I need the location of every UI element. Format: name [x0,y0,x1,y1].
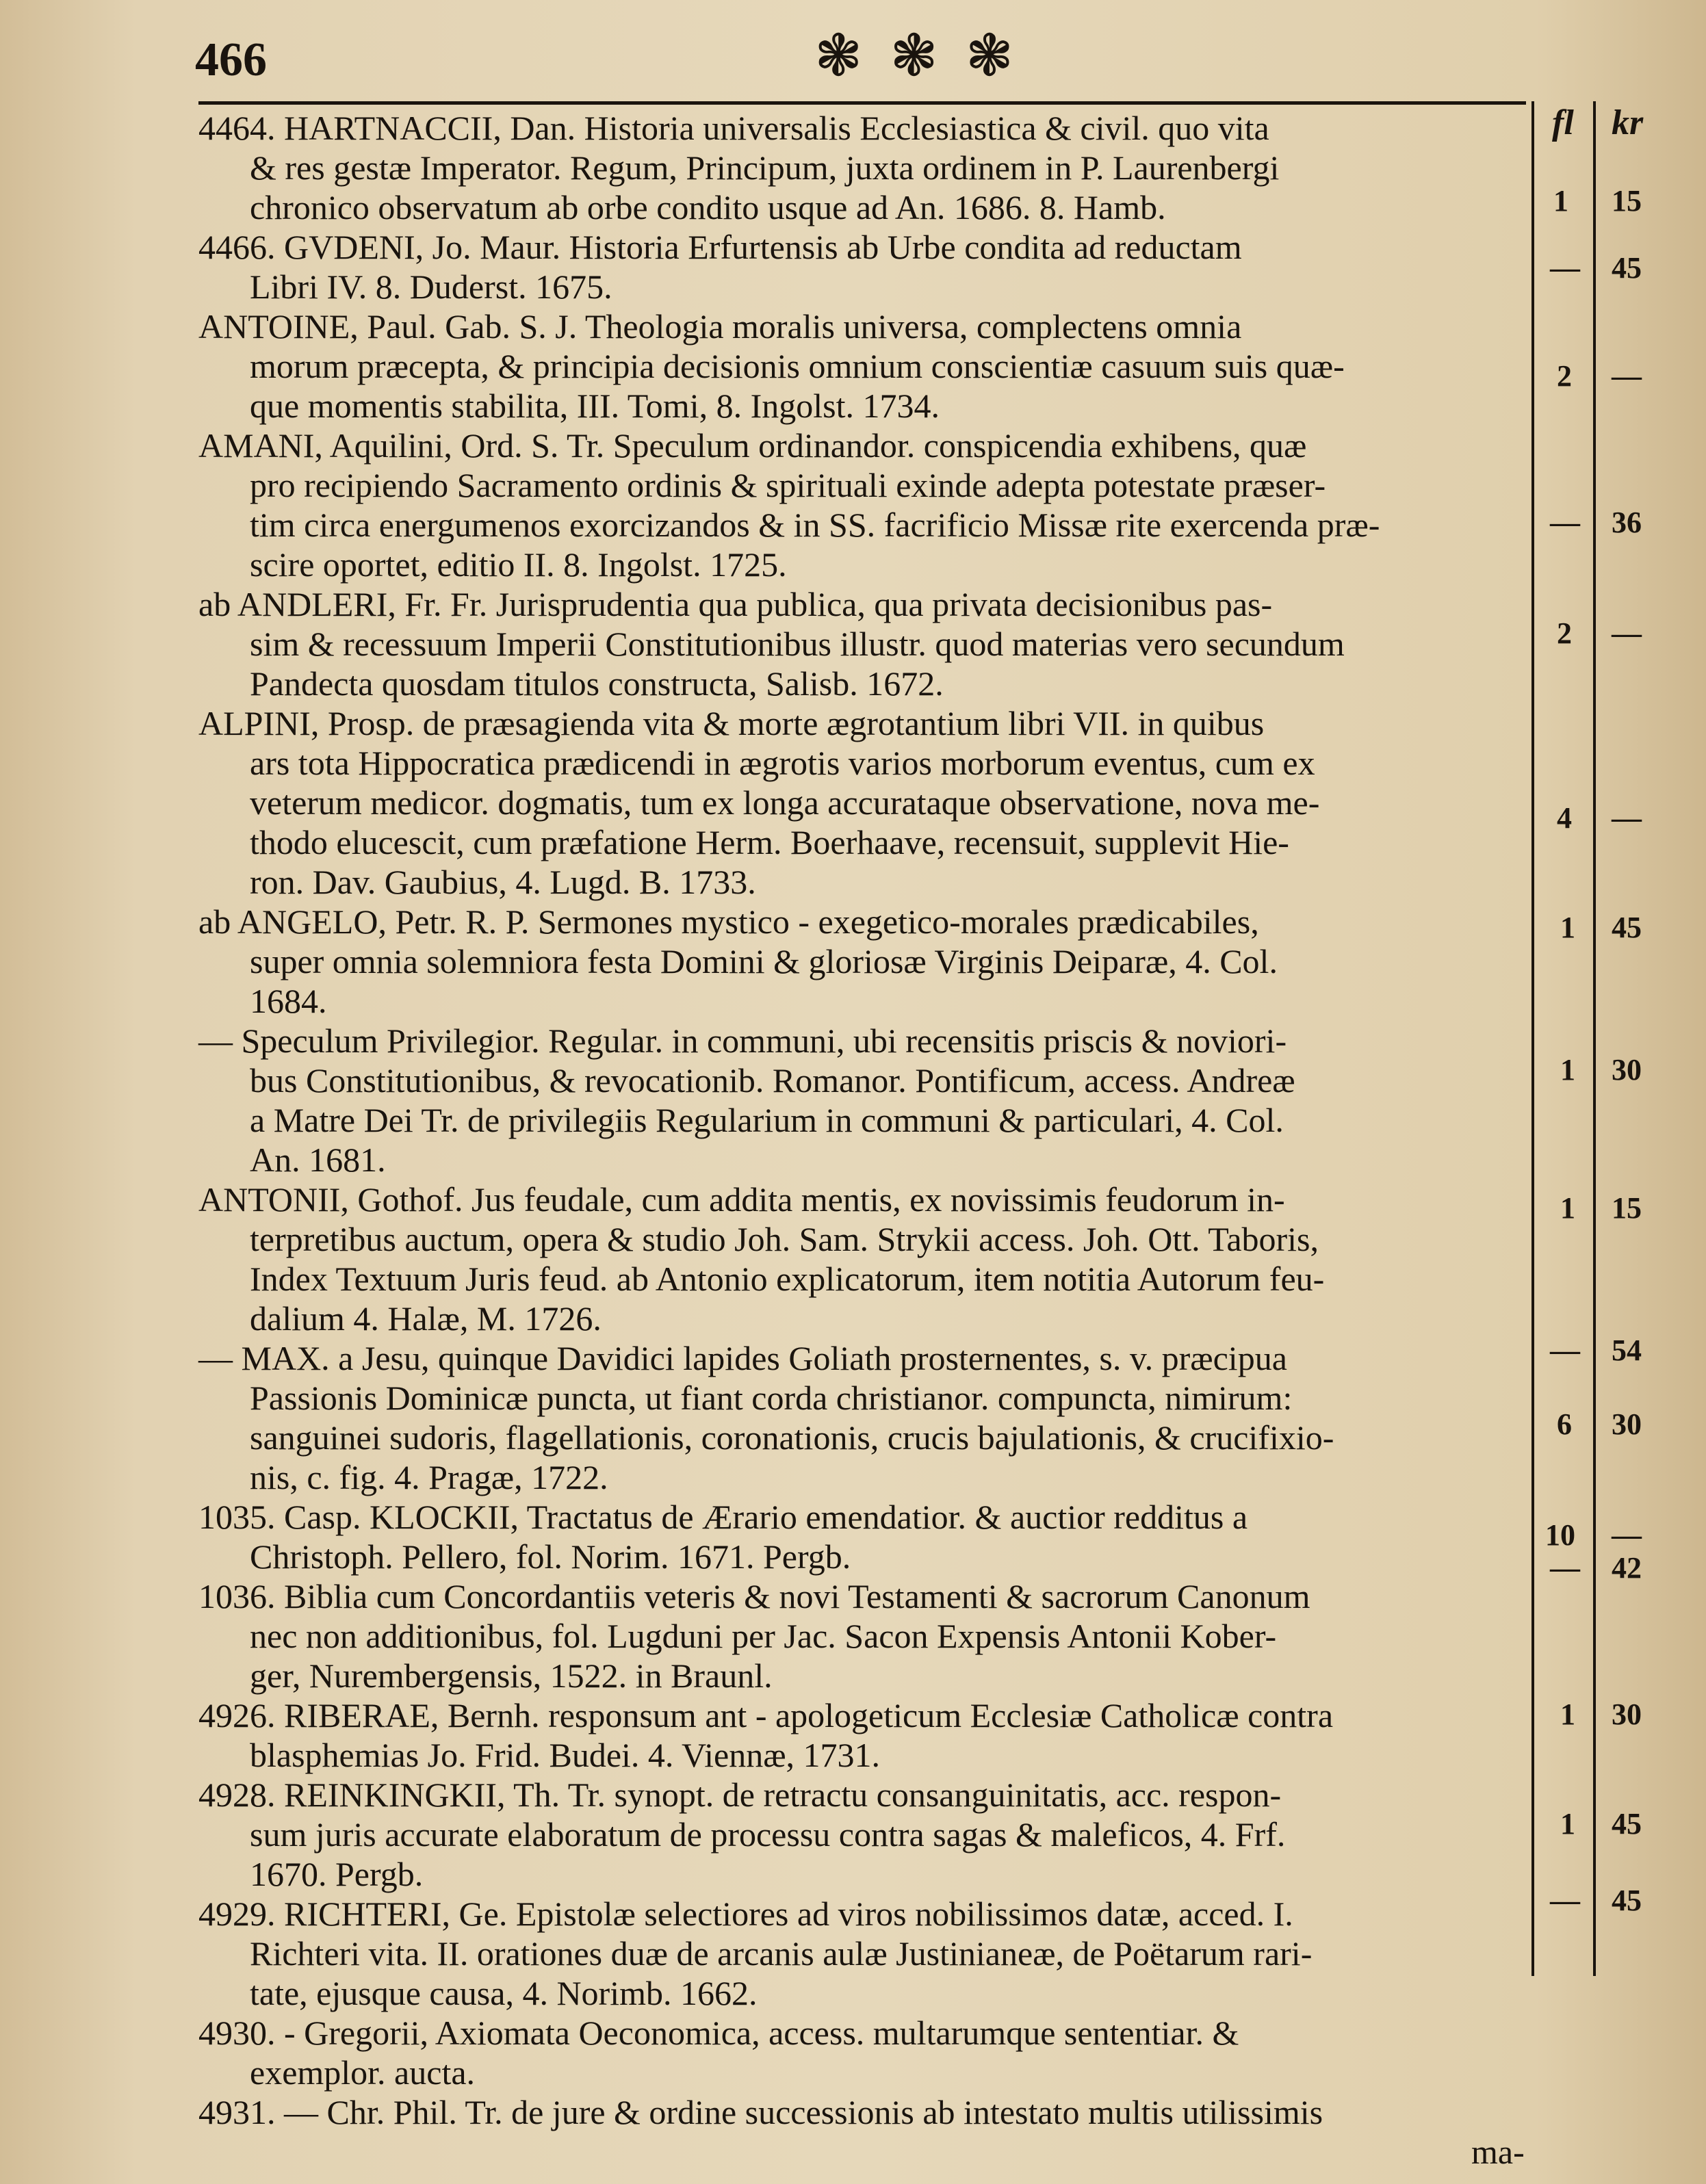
entry-line: sanguinei sudoris, flagellationis, coronationis, crucis bajulationis, & crucifixio- [250,1418,1334,1457]
entry-line: An. 1681. [250,1141,386,1179]
price-kr: — [1612,1518,1642,1552]
entry-line: 4928. REINKINGKII, Th. Tr. synopt. de retractu consanguinitatis, acc. respon- [198,1776,1282,1814]
entry-line: ALPINI, Prosp. de præsagienda vita & morte ægrotantium libri VII. in quibus [198,704,1265,742]
entry-line: Christoph. Pellero, fol. Norim. 1671. Pergb. [250,1537,851,1576]
price-fl: 10 [1545,1518,1575,1552]
price-fl: 1 [1560,911,1575,944]
price-fl: 2 [1557,359,1572,393]
entry-line: terpretibus auctum, opera & studio Joh. Sam. Strykii access. Joh. Ott. Taboris, [250,1220,1319,1258]
column-header-fl: fl [1552,103,1574,142]
price-kr: 45 [1612,911,1642,944]
entry-line: pro recipiendo Sacramento ordinis & spirituali exinde adepta potestate præser- [250,466,1326,504]
entry-line: blasphemias Jo. Frid. Budei. 4. Viennæ, 1731. [250,1736,881,1774]
price-fl: 1 [1560,1807,1575,1841]
entry-line: ANTOINE, Paul. Gab. S. J. Theologia moralis universa, complectens omnia [198,307,1242,346]
price-kr: 45 [1612,1884,1642,1917]
entry-line: tim circa energumenos exorcizandos & in SS. facrificio Missæ rite exercenda præ- [250,506,1380,544]
entry-line: chronico observatum ab orbe condito usque ad An. 1686. 8. Hamb. [250,188,1166,226]
price-fl: 6 [1557,1407,1572,1441]
entry-line: AMANI, Aquilini, Ord. S. Tr. Speculum ordinandor. conspicendia exhibens, quæ [198,426,1307,465]
price-kr: 15 [1612,184,1642,218]
price-fl: 1 [1560,1698,1575,1731]
entry-line: sum juris accurate elaboratum de processu contra sagas & maleficos, 4. Frf. [250,1815,1286,1854]
page-number: 466 [195,34,267,86]
entry-line: — Speculum Privilegior. Regular. in communi, ubi recensitis priscis & noviori- [198,1022,1287,1060]
price-fl: 1 [1560,1191,1575,1225]
entry-line: morum præcepta, & principia decisionis omnium conscientiæ casuum suis quæ- [250,347,1345,385]
price-fl: — [1550,1884,1580,1917]
entry-line: 4931. — Chr. Phil. Tr. de jure & ordine successionis ab intestato multis utilissimis [198,2093,1323,2131]
column-header-kr: kr [1612,103,1644,142]
entry-line: 1670. Pergb. [250,1855,424,1893]
entry-line: 4929. RICHTERI, Ge. Epistolæ selectiores ad viros nobilissimos datæ, acced. I. [198,1895,1293,1933]
entry-line: que momentis stabilita, III. Tomi, 8. Ingolst. 1734. [250,387,940,425]
entry-line: dalium 4. Halæ, M. 1726. [250,1299,602,1338]
price-fl: — [1550,1551,1580,1585]
entry-line: ab ANDLERI, Fr. Fr. Jurisprudentia qua publica, qua privata decisionibus pas- [198,585,1273,623]
entry-line: nec non additionibus, fol. Lugduni per Jac. Sacon Expensis Antonii Kober- [250,1617,1277,1655]
price-kr: 15 [1612,1191,1642,1225]
entry-line: veterum medicor. dogmatis, tum ex longa accurataque observatione, nova me- [250,783,1320,822]
middle-price-rule [1593,101,1596,1976]
entry-line: ab ANGELO, Petr. R. P. Sermones mystico - exegetico-morales prædicabiles, [198,902,1259,941]
entry-line: sim & recessuum Imperii Constitutionibus illustr. quod materias vero secundum [250,625,1345,663]
entry-line: 4930. - Gregorii, Axiomata Oeconomica, access. multarumque sententiar. & [198,2014,1239,2052]
entry-line: — MAX. a Jesu, quinque Davidici lapides Goliath prosternentes, s. v. præcipua [198,1339,1287,1377]
price-kr: — [1612,801,1642,835]
price-kr: 54 [1612,1334,1642,1367]
price-kr: 30 [1612,1698,1642,1731]
entry-line: bus Constitutionibus, & revocationib. Romanor. Pontificum, access. Andreæ [250,1061,1295,1100]
entry-line: Passionis Dominicæ puncta, ut fiant corda christianor. compuncta, nimirum: [250,1379,1293,1417]
price-kr: 36 [1612,506,1642,539]
entry-line: 4464. HARTNACCII, Dan. Historia universalis Ecclesiastica & civil. quo vita [198,109,1269,147]
price-kr: — [1612,359,1642,393]
price-fl: 1 [1560,1053,1575,1087]
price-kr: 42 [1612,1551,1642,1585]
entry-line: 4926. RIBERAE, Bernh. responsum ant - apologeticum Ecclesiæ Catholicæ contra [198,1696,1334,1734]
entry-line: tate, ejusque causa, 4. Norimb. 1662. [250,1974,758,2012]
price-kr: 30 [1612,1407,1642,1441]
price-kr: 45 [1612,251,1642,285]
price-fl: — [1550,506,1580,539]
entry-line: nis, c. fig. 4. Pragæ, 1722. [250,1458,608,1496]
entry-line: Index Textuum Juris feud. ab Antonio explicatorum, item notitia Autorum feu- [250,1260,1325,1298]
price-kr: 45 [1612,1807,1642,1841]
entry-line: scire oportet, editio II. 8. Ingolst. 1725. [250,545,787,584]
price-fl: 4 [1557,801,1572,835]
entry-line: super omnia solemniora festa Domini & gloriosæ Virginis Deiparæ, 4. Col. [250,942,1278,980]
entry-line: 4466. GVDENI, Jo. Maur. Historia Erfurtensis ab Urbe condita ad reductam [198,228,1242,266]
entry-line: ron. Dav. Gaubius, 4. Lugd. B. 1733. [250,863,756,901]
entry-line: ars tota Hippocratica prædicendi in ægrotis varios morborum eventus, cum ex [250,744,1315,782]
price-fl: — [1550,1334,1580,1367]
entry-line: ger, Nurembergensis, 1522. in Braunl. [250,1656,773,1695]
header-rule [198,101,1526,105]
entry-line: exemplor. aucta. [250,2053,476,2092]
entry-line: & res gestæ Imperator. Regum, Principum, juxta ordinem in P. Laurenbergi [250,148,1280,187]
left-price-rule [1531,101,1534,1976]
entry-line: Pandecta quosdam titulos constructa, Salisb. 1672. [250,664,944,703]
price-fl: 2 [1557,616,1572,650]
entry-line: ma- [1471,2133,1525,2171]
price-fl: — [1550,251,1580,285]
price-kr: 30 [1612,1053,1642,1087]
entry-line: thodo elucescit, cum præfatione Herm. Boerhaave, recensuit, supplevit Hie- [250,823,1289,861]
entry-line: 1684. [250,982,327,1020]
entry-line: ANTONII, Gothof. Jus feudale, cum addita mentis, ex novissimis feudorum in- [198,1180,1285,1219]
price-kr: — [1612,616,1642,650]
entry-line: 1035. Casp. KLOCKII, Tractatus de Ærario emendatior. & auctior redditus a [198,1498,1248,1536]
entry-line: 1036. Biblia cum Concordantiis veteris & novi Testamenti & sacrorum Canonum [198,1577,1310,1615]
entry-line: a Matre Dei Tr. de privilegiis Regularium in communi & particulari, 4. Col. [250,1101,1284,1139]
entry-line: Richteri vita. II. orationes duæ de arcanis aulæ Justinianeæ, de Poëtarum rari- [250,1934,1313,1973]
header-ornament: ❃❃❃ [814,25,1042,88]
entry-line: Libri IV. 8. Duderst. 1675. [250,268,612,306]
price-fl: 1 [1553,184,1568,218]
